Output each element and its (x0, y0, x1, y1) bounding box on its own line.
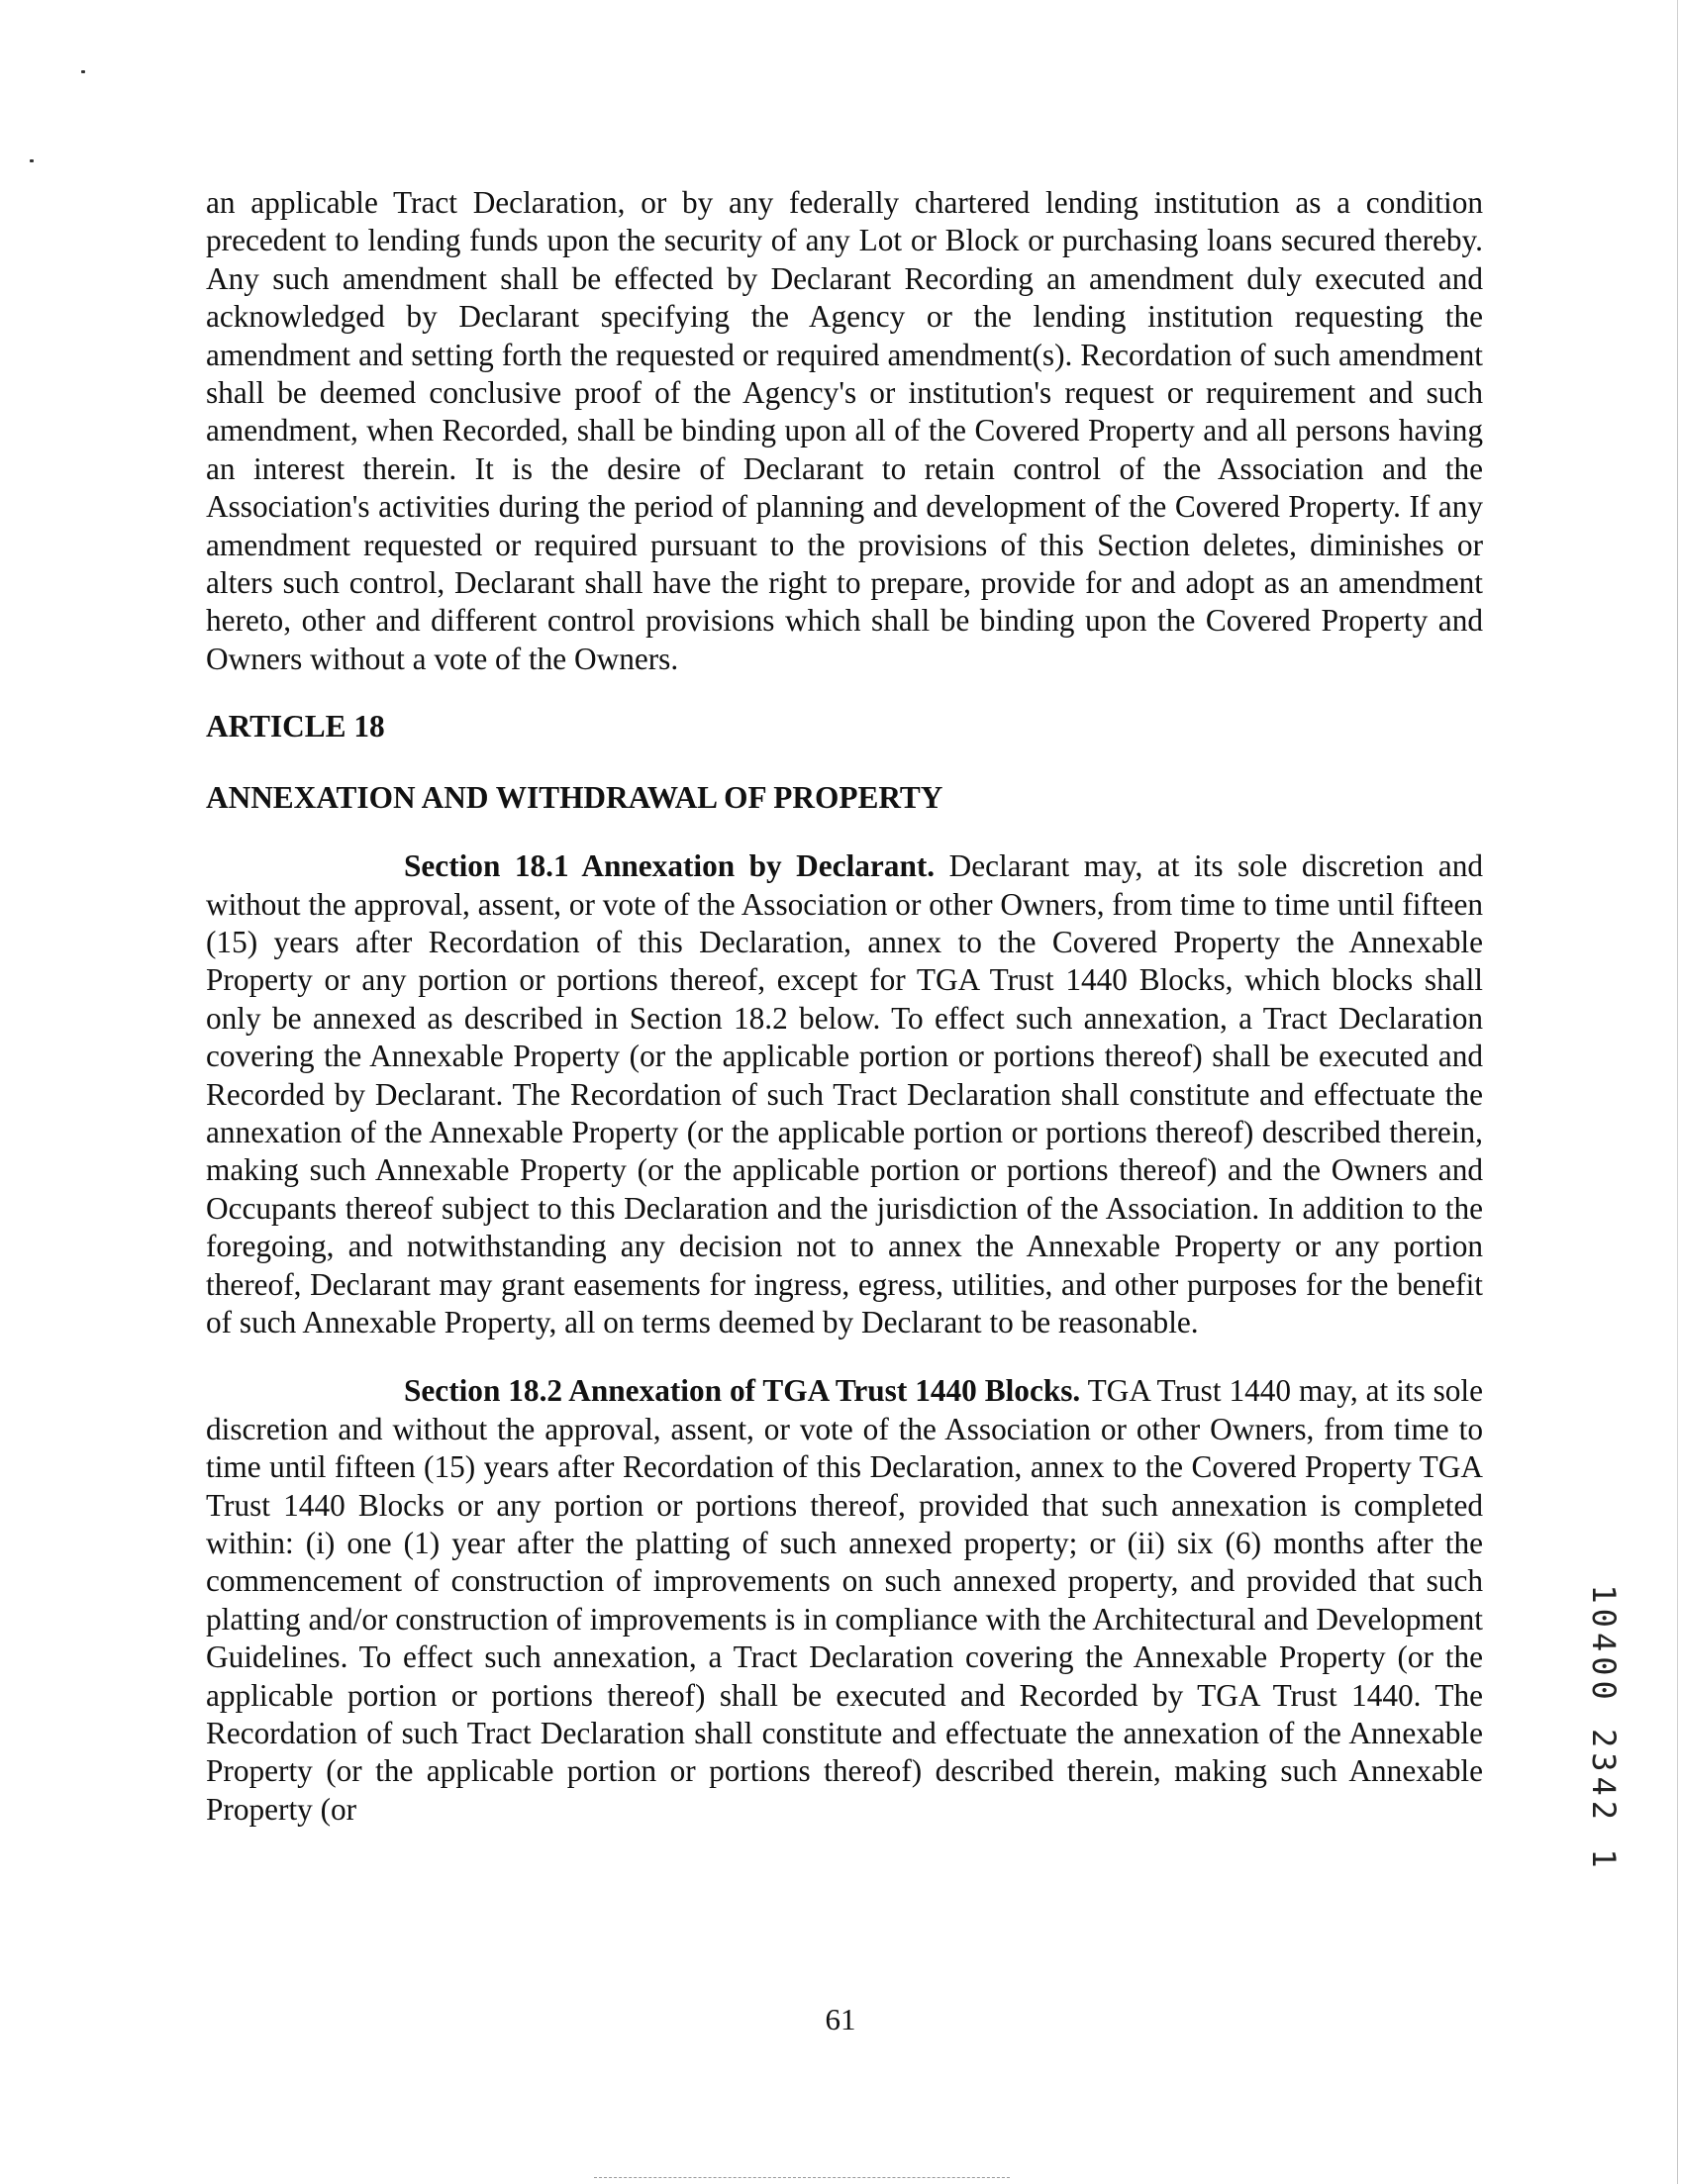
scan-edge-line (1677, 0, 1678, 2184)
section-18-1-text: Declarant may, at its sole discretion and without the approval, assent, or vote of the Association or other Owners, from time to time until fifteen (15) years after Recordation of this Declaration, annex to the Covered Property the Annexable Property or any portion or portions thereof, except for TGA Trust 1440 Blocks, which blocks shall only be annexed as described in Section 18.2 below. To effect such annexation, a Tract Declaration covering the Annexable Property (or the applicable portion or portions thereof) shall be executed and Recorded by Declarant. The Recordation of such Tract Declaration shall constitute and effectuate the annexation of the Annexable Property (or the applicable portion or portions thereof) described therein, making such Annexable Property (or the applicable portion or portions thereof) and the Owners and Occupants thereof subject to this Declaration and the jurisdiction of the Association. In addition to the foregoing, and notwithstanding any decision not to annex the Annexable Property or any portion thereof, Declarant may grant easements for ingress, egress, utilities, and other purposes for the benefit of such Annexable Property, all on terms deemed by Declarant to be reasonable. (206, 848, 1483, 1340)
margin-recording-number-text: 10400 2342 1 (1585, 1584, 1623, 1873)
page-number: 61 (825, 2002, 856, 2036)
section-18-2-paragraph (206, 1372, 1483, 1829)
section-18-2-text: TGA Trust 1440 may, at its sole discretion and without the approval, assent, or vote of the Association or other Owners, from time to time until fifteen (15) years after Recordation of this Declaration, annex to the Covered Property TGA Trust 1440 Blocks or any portion or portions thereof, provided that such annexation is completed within: (i) one (1) year after the platting of such annexed property; or (ii) six (6) months after the commencement of construction of improvements on such annexed property, and provided that such platting and/or construction of improvements is in compliance with the Architectural and Development Guidelines. To effect such annexation, a Tract Declaration covering the Annexable Property (or the applicable portion or portions thereof) shall be executed and Recorded by TGA Trust 1440. The Recordation of such Tract Declaration shall constitute and effectuate the annexation of the Annexable Property (or the applicable portion or portions thereof) described therein, making such Annexable Property (or (206, 1373, 1483, 1827)
section-18-2-label: Section 18.2 Annexation of TGA Trust 1440 Blocks. (404, 1373, 1081, 1409)
margin-recording-number (1584, 1584, 1624, 1873)
section-18-1-label: Section 18.1 Annexation by Declarant. (404, 848, 936, 884)
section-18-1-paragraph (206, 847, 1483, 1341)
scan-speck (81, 70, 85, 73)
article-heading: ARTICLE 18 (206, 709, 385, 745)
article-title: ANNEXATION AND WITHDRAWAL OF PROPERTY (206, 779, 943, 815)
continuation-paragraph: an applicable Tract Declaration, or by any federally chartered lending institution as a condition precedent to lending funds upon the security of any Lot or Block or purchasing loans secured thereby. Any such amendment shall be effected by Declarant Recording an amendment duly executed and acknowledged by Declarant specifying the Agency or the lending institution requesting the amendment and setting forth the requested or required amendment(s). Recordation of such amendment shall be deemed conclusive proof of the Agency's or institution's request or requirement and such amendment, when Recorded, shall be binding upon all of the Covered Property and all persons having an interest therein. It is the desire of Declarant to retain control of the Association and the Association's activities during the period of planning and development of the Covered Property. If any amendment requested or required pursuant to the provisions of this Section deletes, diminishes or alters such control, Declarant shall have the right to prepare, provide for and adopt as an amendment hereto, other and different control provisions which shall be binding upon the Covered Property and Owners without a vote of the Owners. (206, 185, 1483, 676)
scan-speck (30, 159, 34, 162)
scan-bottom-line (594, 2176, 1010, 2178)
document-body (206, 184, 1483, 1829)
